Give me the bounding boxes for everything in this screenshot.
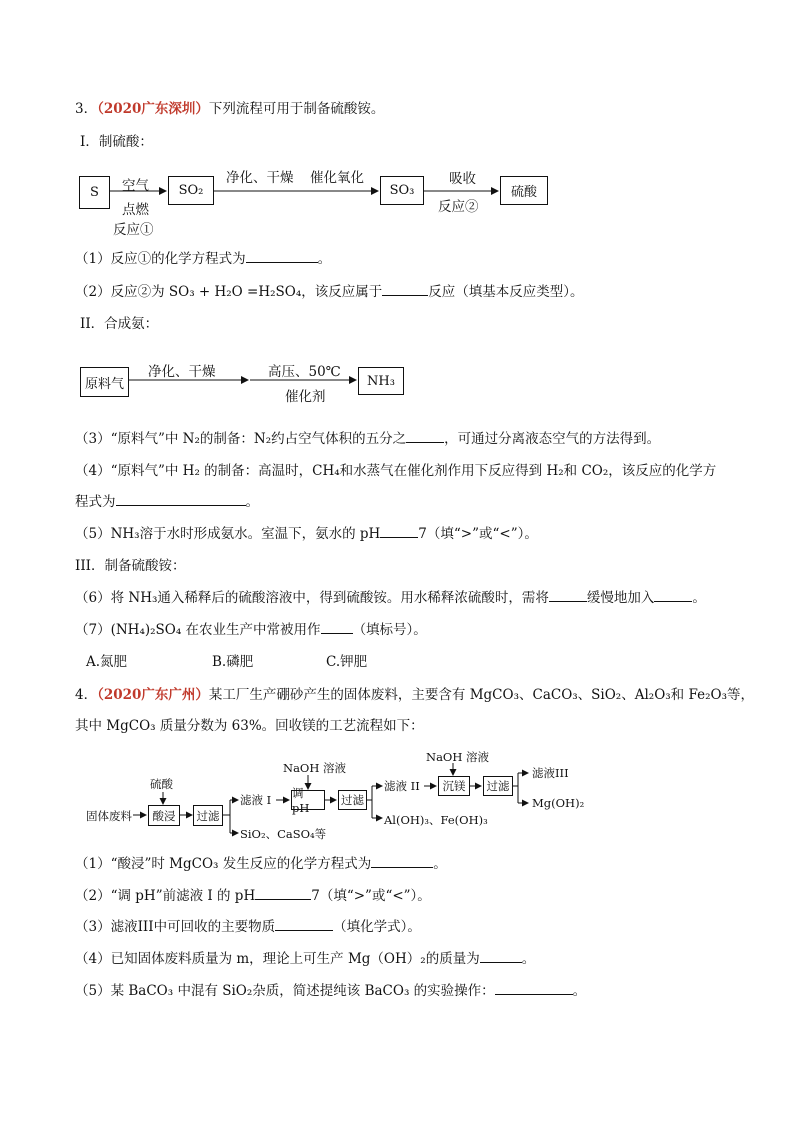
q4-sub1-text: （1）“酸浸”时 MgCO₃ 发生反应的化学方程式为: [75, 856, 372, 872]
box-adjust-ph: 调 pH: [291, 790, 325, 810]
label-catalyst: 催化剂: [285, 389, 326, 405]
label-filtrate-1: 滤液 I: [240, 793, 272, 807]
q3-sub7-end: （填标号）。: [352, 622, 427, 638]
label-sulfuric-acid: 硫酸: [150, 777, 173, 791]
label-air: 空气: [122, 178, 149, 194]
part-2-title: II．合成氨：: [80, 316, 159, 332]
box-so2: SO₂: [168, 176, 214, 205]
answer-blank[interactable]: [275, 918, 333, 931]
q3-sub1-text: （1）反应①的化学方程式为: [75, 251, 246, 267]
label-purify-dry-2: 净化、干燥: [148, 364, 216, 380]
label-naoh-1: NaOH 溶液: [283, 761, 347, 775]
q4-sub5: [75, 982, 586, 1000]
answer-blank[interactable]: [495, 982, 573, 995]
box-filter-3: 过滤: [483, 776, 513, 796]
q3-sub6-text: （6）将 NH₃通入稀释后的硫酸溶液中，得到硫酸铵。用水稀释浓硫酸时，需将: [75, 590, 549, 606]
option-c[interactable]: C.钾肥: [326, 654, 368, 670]
label-reaction-2: 反应②: [438, 199, 479, 215]
label-filtrate-2: 滤液 II: [384, 779, 420, 793]
option-b[interactable]: B.磷肥: [212, 654, 254, 670]
label-catalytic-oxidation: 催化氧化: [310, 170, 364, 186]
q3-sub3-text: （3）“原料气”中 N₂的制备：N₂约占空气体积的五分之: [75, 431, 407, 447]
q3-sub4-end: 。: [245, 494, 259, 510]
label-filtrate-3: 滤液III: [532, 766, 569, 780]
q4-sub2: [75, 887, 431, 905]
label-absorb: 吸收: [449, 171, 476, 187]
q4-sub3: [75, 918, 421, 936]
q3-sub3-end: ，可通过分离液态空气的方法得到。: [444, 431, 661, 447]
box-precipitate-mg: 沉镁: [438, 776, 470, 796]
answer-blank[interactable]: [255, 887, 311, 900]
question-4-stem-line2: 其中 MgCO₃ 质量分数为 63%。回收镁的工艺流程如下：: [75, 718, 424, 734]
label-high-pressure: 高压、50℃: [268, 364, 341, 380]
label-sio2-caso4: SiO₂、CaSO₄等: [240, 827, 327, 841]
q4-sub5-end: 。: [572, 983, 587, 999]
box-so3: SO₃: [380, 176, 424, 205]
box-sulfuric-acid: 硫酸: [500, 176, 548, 205]
part-3-title: III．制备硫酸铵：: [75, 558, 186, 574]
label-hydroxides: Al(OH)₃、Fe(OH)₃: [384, 813, 488, 827]
box-filter-1: 过滤: [193, 805, 223, 826]
q3-sub4-line1: （4）“原料气”中 H₂ 的制备：高温时，CH₄和水蒸气在催化剂作用下反应得到 H₂和 CO₂，该反应的化学方: [75, 463, 717, 479]
box-filter-2: 过滤: [338, 790, 367, 810]
q3-sub1-end: 。: [317, 251, 332, 267]
q4-sub4-text: （4）已知固体废料质量为 m，理论上可生产 Mg（OH）₂的质量为: [75, 951, 480, 967]
label-mg-hydroxide: Mg(OH)₂: [532, 796, 585, 810]
q3-sub4-text: 程式为: [75, 494, 116, 510]
option-a[interactable]: A.氮肥: [86, 654, 128, 670]
label-solid-waste: 固体废料: [86, 809, 132, 823]
q4-sub3-text: （3）滤液III中可回收的主要物质: [75, 919, 276, 935]
q4-sub1-end: 。: [433, 856, 447, 872]
box-raw-gas: 原料气: [80, 367, 129, 397]
q3-sub6-end: 。: [692, 590, 706, 606]
label-naoh-2: NaOH 溶液: [426, 750, 490, 764]
q4-sub2-end: 7（填“>”或“<”）。: [311, 888, 431, 904]
q4-sub3-end: （填化学式）。: [333, 919, 421, 935]
q3-sub2-text: （2）反应②为 SO₃ + H₂O =H₂SO₄，该反应属于: [75, 284, 383, 300]
q4-sub2-text: （2）“调 pH”前滤液 I 的 pH: [75, 888, 256, 904]
q4-sub5-text: （5）某 BaCO₃ 中混有 SiO₂杂质，简述提纯该 BaCO₃ 的实验操作：: [75, 983, 495, 999]
answer-blank[interactable]: [371, 855, 433, 868]
q4-sub1: [75, 855, 447, 873]
question-number: 3．: [75, 101, 98, 117]
part-1-title: I．制硫酸：: [80, 134, 153, 150]
q4-sub4-end: 。: [521, 951, 536, 967]
label-purify-dry: 净化、干燥: [226, 170, 294, 186]
label-ignite: 点燃: [122, 202, 149, 218]
question-number: 4．: [75, 687, 98, 703]
q3-sub2-end: 反应（填基本反应类型）。: [428, 284, 584, 300]
q3-sub5-end: 7（填“>”或“<”）。: [418, 526, 538, 542]
question-stem: 下列流程可用于制备硫酸铵。: [208, 101, 385, 117]
box-nh3: NH₃: [358, 367, 404, 395]
question-source: （2020广东广州）: [97, 687, 209, 703]
q3-sub6-mid: 缓慢地加入: [586, 590, 655, 606]
label-reaction-1: 反应①: [113, 222, 154, 238]
q3-sub7-text: （7）(NH₄)₂SO₄ 在农业生产中常被用作: [75, 622, 321, 638]
box-acid-leach: 酸浸: [148, 805, 180, 826]
q4-sub4: [75, 950, 535, 968]
box-s: S: [79, 176, 110, 209]
answer-blank[interactable]: [480, 950, 522, 963]
question-stem: 某工厂生产硼砂产生的固体废料，主要含有 MgCO₃、CaCO₃、SiO₂、Al₂O₃和 Fe₂O₃等，: [208, 687, 754, 703]
q3-sub5-text: （5）NH₃溶于水时形成氨水。室温下，氨水的 pH: [75, 526, 381, 542]
question-source: （2020广东深圳）: [97, 101, 209, 117]
